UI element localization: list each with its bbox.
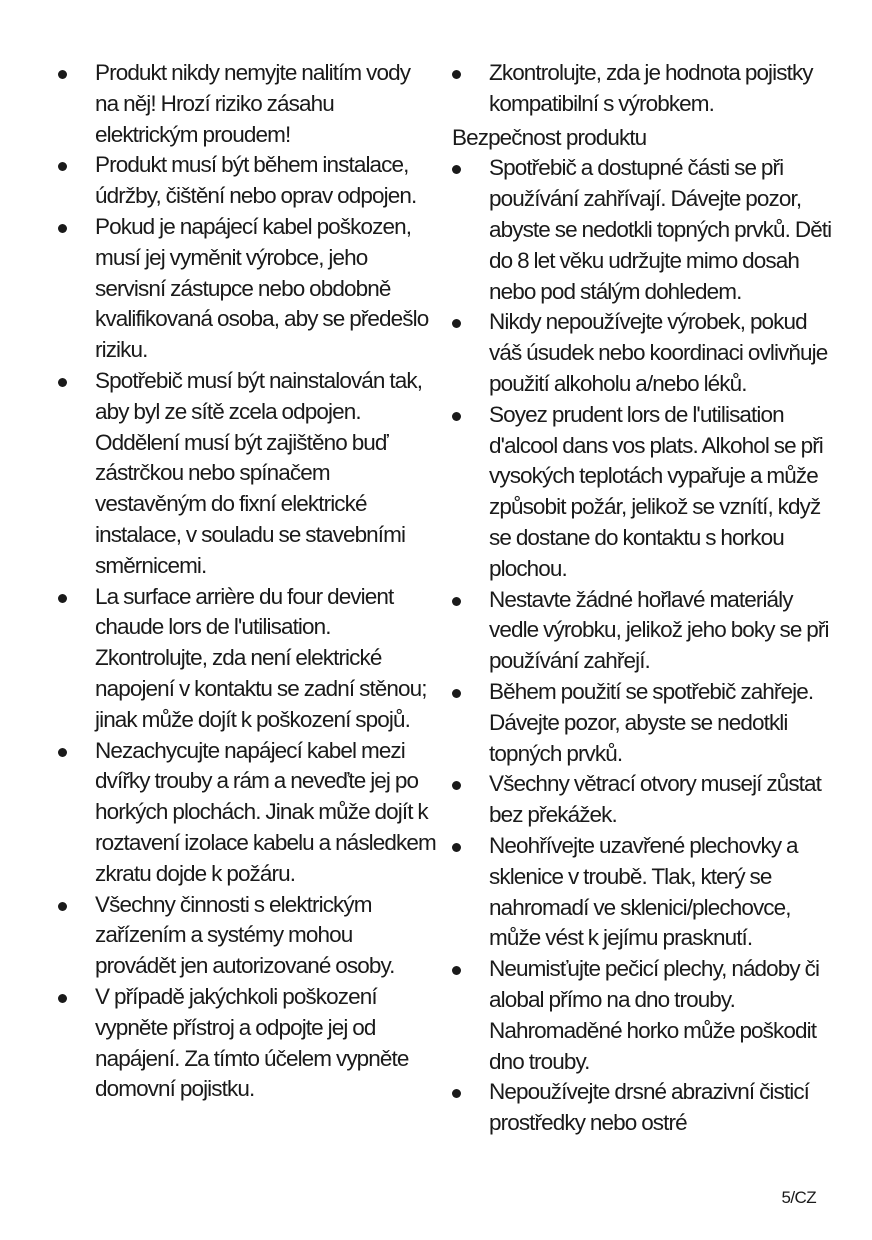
list-item <box>452 677 832 769</box>
bullet-icon <box>58 378 67 387</box>
page-number: 5/CZ <box>781 1188 816 1207</box>
list-item <box>452 400 832 585</box>
list-item <box>58 366 436 582</box>
bullet-icon <box>452 319 461 328</box>
list-item-text: Produkt musí být během instalace, údržby, čištění nebo oprav odpojen. <box>95 152 417 209</box>
bullet-icon <box>58 994 67 1003</box>
bullet-icon <box>452 689 461 698</box>
left-column <box>58 58 436 1105</box>
list-item <box>452 1077 832 1139</box>
list-item <box>58 212 436 366</box>
list-item <box>58 582 436 736</box>
bullet-icon <box>452 412 461 421</box>
bullet-icon <box>452 1089 461 1098</box>
list-item-text: Nezachycujte napájecí kabel mezi dvířky trouby a rám a neveďte jej po horkých plochách. Jinak může dojít k roztavení izolace kabelu a následkem zkratu dojde k požáru. <box>95 737 436 886</box>
list-item <box>58 982 436 1105</box>
list-item <box>452 307 832 399</box>
bullet-icon <box>452 781 461 790</box>
list-item <box>58 890 436 982</box>
bullet-icon <box>452 843 461 852</box>
list-item-text: La surface arrière du four devient chaude lors de l'utilisation. Zkontrolujte, zda není elektrické napojení v kontaktu se zadní stěnou; jinak může dojít k poškození spojů. <box>95 583 427 732</box>
bullet-icon <box>452 165 461 174</box>
list-item <box>58 58 436 150</box>
bullet-icon <box>452 966 461 975</box>
list-item-text: Všechny činnosti s elektrickým zařízením a systémy mohou provádět jen autorizované osoby. <box>95 891 395 979</box>
list-item <box>452 153 832 307</box>
list-item-text: Produkt nikdy nemyjte nalitím vody na něj! Hrozí riziko zásahu elektrickým proudem! <box>95 60 411 147</box>
bullet-icon <box>58 70 67 79</box>
bullet-icon <box>452 70 461 79</box>
bullet-icon <box>452 597 461 606</box>
right-column <box>452 58 832 1139</box>
list-item-text: Během použití se spotřebič zahřeje. Dávejte pozor, abyste se nedotkli topných prvků. <box>489 678 814 766</box>
list-item <box>452 58 832 120</box>
section-title: Bezpečnost produktu <box>452 124 647 150</box>
bullet-icon <box>58 224 67 233</box>
list-item <box>452 954 832 1077</box>
list-item <box>452 831 832 954</box>
bullet-icon <box>58 902 67 911</box>
list-item-text: Nestavte žádné hořlavé materiály vedle výrobku, jelikož jeho boky se při používání zahřejí. <box>489 586 829 674</box>
list-item-text: Spotřebič a dostupné části se při používání zahřívají. Dávejte pozor, abyste se nedotkli topných prvků. Děti do 8 let věku udržujte mimo dosah nebo pod stálým dohledem. <box>489 155 832 304</box>
list-item <box>452 585 832 677</box>
right-bullet-list <box>452 153 832 1139</box>
list-item-text: Zkontrolujte, zda je hodnota pojistky kompatibilní s výrobkem. <box>489 60 813 116</box>
list-item-text: Všechny větrací otvory musejí zůstat bez překážek. <box>489 771 821 828</box>
list-item-text: Neohřívejte uzavřené plechovky a sklenice v troubě. Tlak, který se nahromadí ve sklenici/plechovce, může vést k jejímu prasknutí. <box>489 832 798 951</box>
list-item-text: Neumisťujte pečicí plechy, nádoby či alobal přímo na dno trouby. Nahromaděné horko může poškodit dno trouby. <box>489 956 820 1074</box>
bullet-icon <box>58 748 67 757</box>
bullet-icon <box>58 594 67 603</box>
list-item <box>58 736 436 890</box>
left-bullet-list <box>58 58 436 1105</box>
list-item-text: Pokud je napájecí kabel poškozen, musí jej vyměnit výrobce, jeho servisní zástupce nebo obdobně kvalifikovaná osoba, aby se předešlo riziku. <box>95 213 429 363</box>
list-item-text: Nepoužívejte drsné abrazivní čisticí prostředky nebo ostré <box>489 1079 810 1136</box>
list-item-text: Spotřebič musí být nainstalován tak, aby byl ze sítě zcela odpojen. Oddělení musí být zajištěno buď zástrčkou nebo spínačem vestavěným do fixní elektrické instalace, v souladu se stavebními směrnicemi. <box>95 367 423 578</box>
list-item-text: V případě jakýchkoli poškození vypněte přístroj a odpojte jej od napájení. Za tímto účelem vypněte domovní pojistku. <box>95 983 409 1102</box>
bullet-icon <box>58 162 67 171</box>
right-top-bullet-list <box>452 58 832 120</box>
list-item <box>452 769 832 831</box>
list-item <box>58 150 436 212</box>
list-item-text: Soyez prudent lors de l'utilisation d'alcool dans vos plats. Alkohol se při vysokých teplotách vypařuje a může způsobit požár, jelikož se vznítí, když se dostane do kontaktu s horkou plochou. <box>489 401 823 581</box>
list-item-text: Nikdy nepoužívejte výrobek, pokud váš úsudek nebo koordinaci ovlivňuje použití alkoholu a/nebo léků. <box>489 309 828 396</box>
